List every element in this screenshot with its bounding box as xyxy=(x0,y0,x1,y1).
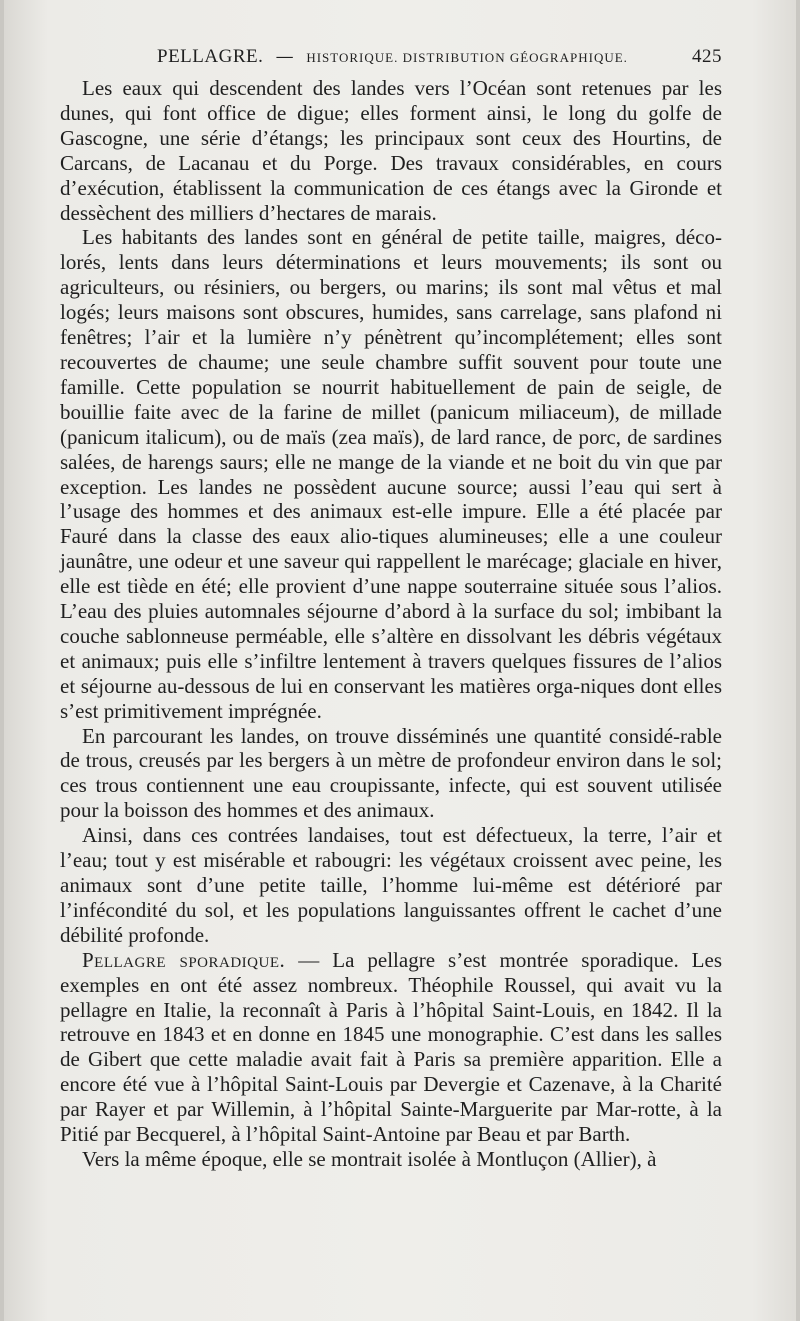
header-title: PELLAGRE. xyxy=(157,46,264,67)
paragraph-6: Vers la même époque, elle se montrait isolée à Montluçon (Allier), à xyxy=(82,1146,657,1171)
paragraph-5 xyxy=(60,948,722,1147)
paragraph-3: En parcourant les landes, on trouve disséminés une quantité considé-rable de trous, creusés par les bergers à un mètre de profondeur environ dans le sol; ces trous contiennent une eau croupissante, infecte, qui est souvent utilisée pour la boisson des hommes et des animaux. xyxy=(60,723,722,823)
header-subtitle: HISTORIQUE. DISTRIBUTION GÉOGRAPHIQUE. xyxy=(306,50,628,65)
running-header xyxy=(60,46,722,68)
paragraph-5-text: — La pellagre s’est montrée sporadique. Les exemples en ont été assez nombreux. Théophile Roussel, qui avait vu la pellagre en Italie, la reconnaît à Paris à l’hôpital Saint-Louis, en 1842. Il la retrouve en 1843 et en donne en 1845 une monographie. C’est dans les salles de Gibert que cette maladie avait fait à Paris sa première apparition. Elle a encore été vue à l’hôpital Saint-Louis par Devergie et Cazenave, à la Charité par Rayer et par Willemin, à l’hôpital Sainte-Marguerite par Mar-rotte, à la Pitié par Becquerel, à l’hôpital Saint-Antoine par Beau et par Barth. xyxy=(60,947,723,1147)
scan-edge-right xyxy=(796,0,800,1321)
page-number: 425 xyxy=(692,46,722,67)
header-left xyxy=(157,46,628,68)
paragraph-2: Les habitants des landes sont en général de petite taille, maigres, déco-lorés, lents dans leurs déterminations et leurs mouvements; ils sont ou agriculteurs, ou résiniers, ou bergers, ou marins; ils sont mal vêtus et mal logés; leurs maisons sont obscures, humides, sans carrelage, sans plafond ni fenêtres; l’air et la lumière n’y pénètrent qu’incomplétement; elles sont recouvertes de chaume; une seule chambre suffit souvent pour toute une famille. Cette population se nourrit habituellement de pain de seigle, de bouillie faite avec de la farine de millet (panicum miliaceum), de millade (panicum italicum), ou de maïs (zea maïs), de lard rance, de porc, de sardines salées, de harengs saurs; elle ne mange de la viande et ne boit du vin que par exception. Les landes ne possèdent aucune source; aussi l’eau qui sert à l’usage des hommes et des animaux est-elle impure. Elle a été placée par Fauré dans la classe des eaux alio-tiques alumineuses; elle a une couleur jaunâtre, une odeur et une saveur qui rappellent le marécage; glaciale en hiver, elle est tiède en été; elle provient d’une nappe souterraine située sous l’alios. L’eau des pluies automnales séjourne d’abord à la surface du sol; imbibant la couche sablonneuse perméable, elle s’altère en dissolvant les débris végétaux et animaux; puis elle s’infiltre lentement à travers quelques fissures de l’alios et séjourne au-dessous de lui en conservant les matières orga-niques dont elles s’est primitivement imprégnée. xyxy=(60,225,722,723)
paragraph-1: Les eaux qui descendent des landes vers l’Océan sont retenues par les dunes, qui font office de digue; elles forment ainsi, le long du golfe de Gascogne, une série d’étangs; les principaux sont ceux des Hourtins, de Carcans, de Lacanau et du Porge. Des travaux considérables, en cours d’exécution, établissent la communication de ces étangs avec la Gironde et dessèchent des milliers d’hectares de marais. xyxy=(60,76,722,225)
paragraph-4: Ainsi, dans ces contrées landaises, tout est défectueux, la terre, l’air et l’eau; tout y est misérable et rabougri: les végétaux croissent avec peine, les animaux sont d’une petite taille, l’homme lui-même est détérioré par l’infécondité du sol, et les populations languissantes offrent le cachet d’une débilité profonde. xyxy=(60,823,722,947)
header-dash: — xyxy=(275,46,295,67)
scan-edge-left xyxy=(0,0,4,1321)
section-heading: Pellagre sporadique. xyxy=(82,947,286,972)
body-text xyxy=(60,76,722,1172)
